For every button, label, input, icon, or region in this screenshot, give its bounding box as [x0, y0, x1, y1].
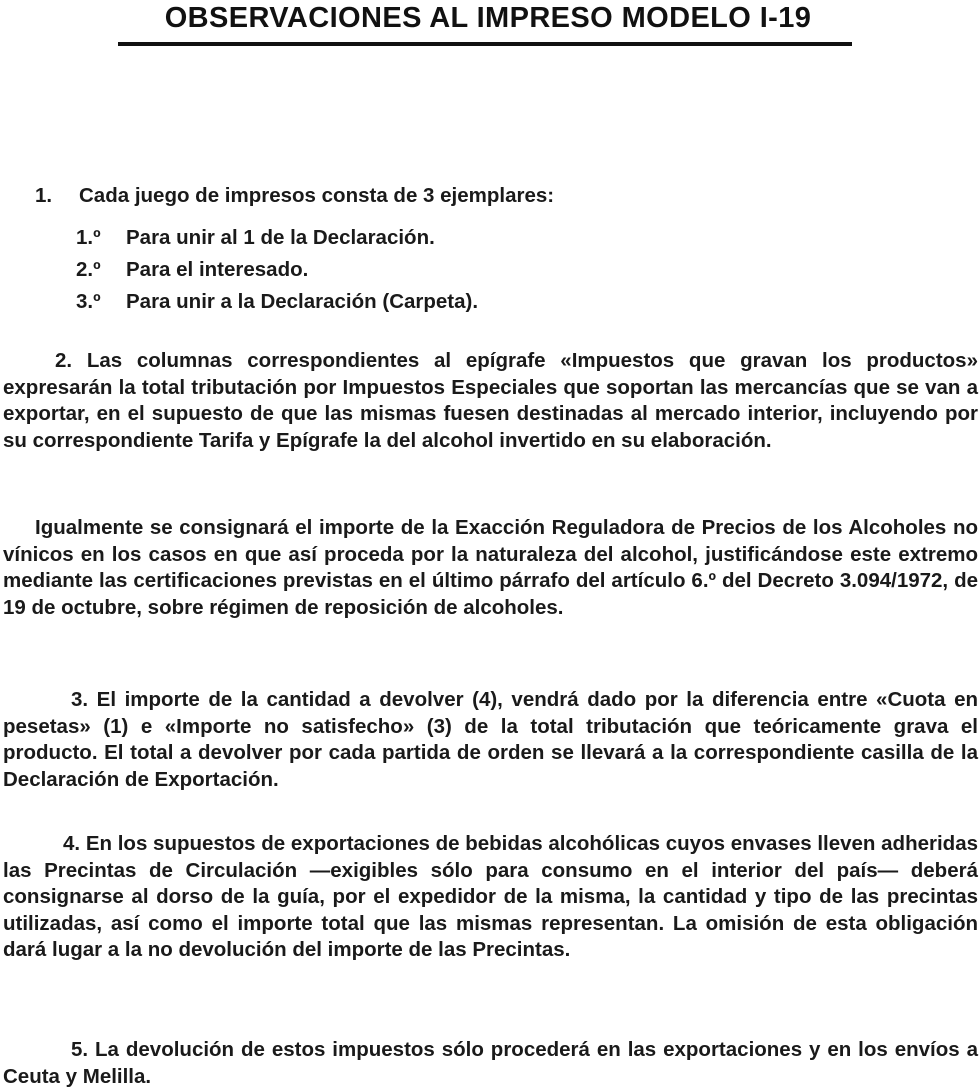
item-2-continued-text: Igualmente se consignará el importe de la Exacción Reguladora de Precios de los Alcoholes no vínicos en los casos en que así proceda por la naturaleza del alcohol, justificándose este extremo mediante las certificaciones previstas en el último párrafo del artículo 6.º del Decreto 3.094/1972, de 19 de octubre, sobre régimen de reposición de alcoholes. [3, 516, 978, 619]
item-5-paragraph [3, 1037, 978, 1090]
item-2-continued-paragraph [3, 515, 978, 621]
item-3-number: 3. [71, 688, 89, 711]
item-4-paragraph [3, 831, 978, 964]
item-2-number: 2. [55, 349, 73, 372]
subitem-3 [76, 289, 776, 315]
item-1-heading-text: Cada juego de impresos consta de 3 ejemplares: [79, 184, 555, 207]
subitem-1 [76, 225, 776, 251]
item-1-number: 1. [35, 184, 53, 207]
subitem-1-text: Para unir al 1 de la Declaración. [126, 226, 435, 249]
title-underline [118, 42, 852, 46]
item-3-paragraph [3, 687, 978, 793]
item-2-text: Las columnas correspondientes al epígrafe «Impuestos que gravan los productos» expresarán la total tributación por Impuestos Especiales que soportan las mercancías que se van a exportar, en el supuesto de que las mismas fuesen destinadas al mercado interior, incluyendo por su correspondiente Tarifa y Epígrafe la del alcohol invertido en su elaboración. [3, 349, 978, 452]
item-5-text: La devolución de estos impuestos sólo procederá en las exportaciones y en los envíos a Ceuta y Melilla. [3, 1038, 978, 1088]
item-4-text: En los supuestos de exportaciones de bebidas alcohólicas cuyos envases lleven adheridas las Precintas de Circulación —exigibles sólo para consumo en el interior del país— deberá consignarse al dorso de la guía, por el expedidor de la misma, la cantidad y tipo de las precintas utilizadas, así como el importe total que las mismas representan. La omisión de esta obligación dará lugar a la no devolución del importe de las Precintas. [3, 832, 979, 962]
subitem-1-number: 1.º [76, 226, 101, 249]
item-3-text: El importe de la cantidad a devolver (4), vendrá dado por la diferencia entre «Cuota en pesetas» (1) e «Importe no satisfecho» (3) de la total tributación que teóricamente grava el producto. El total a devolver por cada partida de orden se llevará a la correspondiente casilla de la Declaración de Exportación. [3, 688, 978, 791]
item-5-number: 5. [71, 1038, 89, 1061]
item-2-paragraph [3, 348, 978, 454]
item-4-number: 4. [63, 832, 81, 855]
subitem-3-text: Para unir a la Declaración (Carpeta). [126, 290, 479, 313]
subitem-3-number: 3.º [76, 290, 101, 313]
page-title: OBSERVACIONES AL IMPRESO MODELO I-19 [164, 2, 812, 34]
item-1-heading [35, 183, 965, 209]
subitem-2 [76, 257, 776, 283]
subitem-2-number: 2.º [76, 258, 101, 281]
subitem-2-text: Para el interesado. [126, 258, 309, 281]
